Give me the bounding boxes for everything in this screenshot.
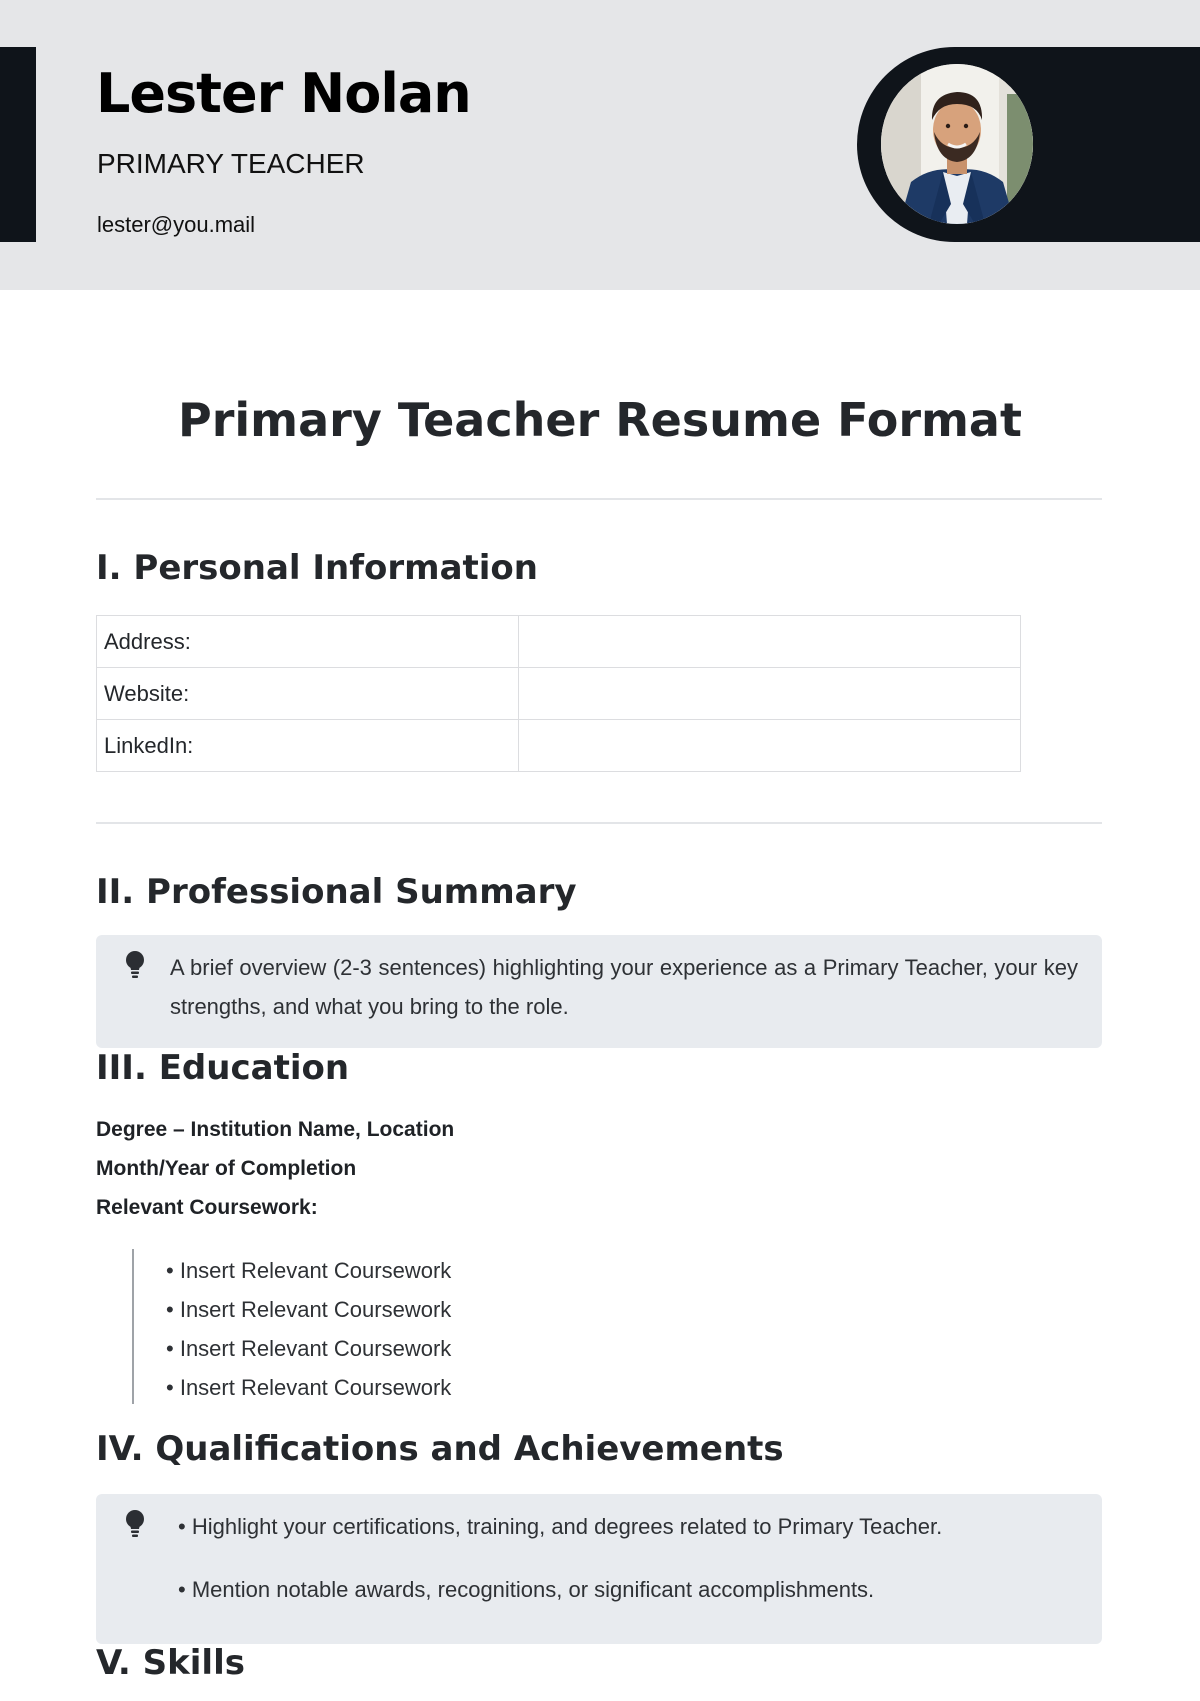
address-label: Address: <box>97 616 519 668</box>
table-row <box>97 668 1021 720</box>
section-divider <box>96 822 1102 824</box>
lightbulb-icon <box>124 1509 146 1539</box>
coursework-label: Relevant Coursework: <box>96 1196 318 1219</box>
heading-professional-summary: II. Professional Summary <box>96 872 577 912</box>
coursework-item-text: Insert Relevant Coursework <box>179 1297 452 1322</box>
document-title: Primary Teacher Resume Format <box>178 393 1022 447</box>
linkedin-value <box>519 720 1021 772</box>
coursework-item-text: Insert Relevant Coursework <box>179 1258 452 1283</box>
avatar <box>881 64 1033 224</box>
candidate-email: lester@you.mail <box>97 212 256 237</box>
list-item: • Highlight your certifications, training, and degrees related to Primary Teacher. <box>178 1514 943 1539</box>
list-item: • Insert Relevant Coursework <box>166 1258 452 1283</box>
heading-qualifications: IV. Qualifications and Achievements <box>96 1429 784 1469</box>
address-value <box>519 616 1021 668</box>
website-value <box>519 668 1021 720</box>
resume-header <box>0 0 1200 290</box>
personal-info-table <box>96 615 1021 772</box>
degree-line: Degree – Institution Name, Location <box>96 1118 455 1141</box>
list-item: • Insert Relevant Coursework <box>166 1297 452 1322</box>
list-item: • Insert Relevant Coursework <box>166 1336 452 1361</box>
qualification-item-text: Highlight your certifications, training, and degrees related to Primary Teacher. <box>191 1514 943 1539</box>
qualification-item-text: Mention notable awards, recognitions, or significant accomplishments. <box>191 1577 875 1602</box>
qualifications-callout <box>96 1494 1102 1644</box>
candidate-name: Lester Nolan <box>96 62 471 125</box>
summary-callout <box>96 935 1102 1048</box>
coursework-quote-bar <box>132 1249 134 1404</box>
heading-skills: V. Skills <box>96 1643 245 1683</box>
heading-education: III. Education <box>96 1048 350 1088</box>
header-accent-bar <box>0 47 36 242</box>
lightbulb-icon <box>124 950 146 980</box>
heading-personal-information: I. Personal Information <box>96 548 538 588</box>
coursework-item-text: Insert Relevant Coursework <box>179 1375 452 1400</box>
table-row <box>97 616 1021 668</box>
coursework-item-text: Insert Relevant Coursework <box>179 1336 452 1361</box>
table-row <box>97 720 1021 772</box>
linkedin-label: LinkedIn: <box>97 720 519 772</box>
summary-text: A brief overview (2-3 sentences) highlighting your experience as a Primary Teacher, your key strengths, and what you bring to the role. <box>170 955 1078 1019</box>
section-divider <box>96 498 1102 500</box>
website-label: Website: <box>97 668 519 720</box>
completion-line: Month/Year of Completion <box>96 1157 357 1180</box>
list-item: • Mention notable awards, recognitions, or significant accomplishments. <box>178 1577 875 1602</box>
candidate-job-title: PRIMARY TEACHER <box>97 148 365 179</box>
list-item: • Insert Relevant Coursework <box>166 1375 452 1400</box>
